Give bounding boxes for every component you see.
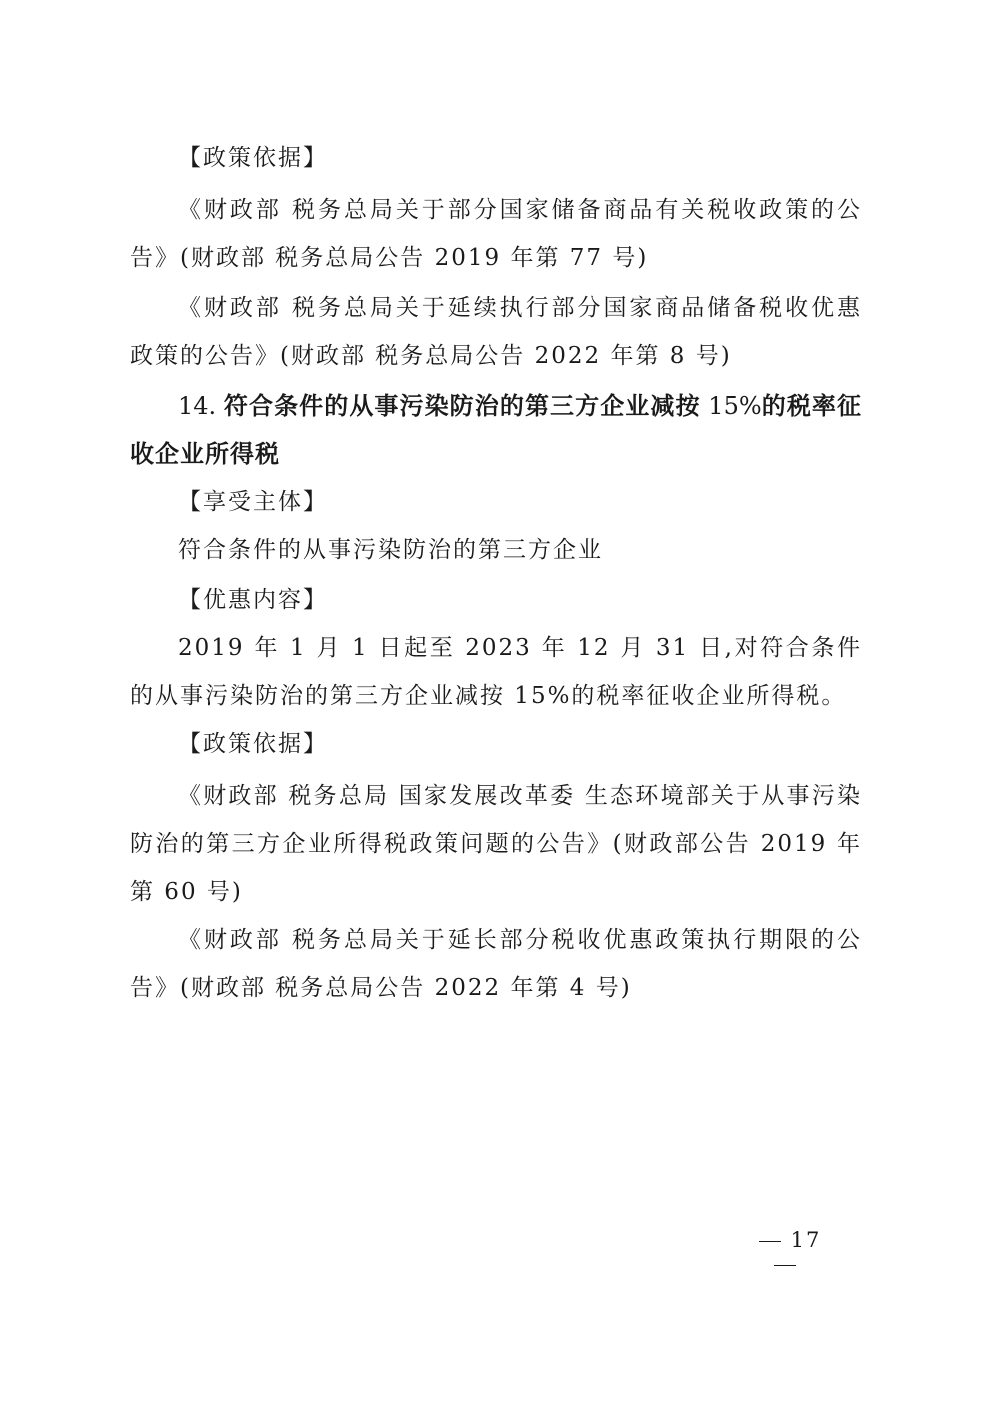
page-number-dash-left (759, 1241, 781, 1242)
eligible-subject-heading: 【享受主体】 (178, 489, 328, 515)
item-title (130, 382, 862, 478)
policy-basis-paragraph: 《财政部 税务总局关于部分国家储备商品有关税收政策的公告》(财政部 税务总局公告 2019 年第 77 号) (130, 197, 862, 271)
page-number-dash-right (774, 1265, 796, 1266)
item-title-text: 符合条件的从事污染防治的第三方企业减按 (223, 392, 701, 420)
policy-basis-heading: 【政策依据】 (178, 731, 328, 757)
policy-basis-paragraph: 《财政部 税务总局关于延续执行部分国家商品储备税收优惠政策的公告》(财政部 税务总局公告 2022 年第 8 号) (130, 295, 862, 369)
policy-basis-paragraph: 《财政部 税务总局 国家发展改革委 生态环境部关于从事污染防治的第三方企业所得税政策问题的公告》(财政部公告 2019 年第 60 号) (130, 783, 862, 905)
preference-content-heading: 【优惠内容】 (178, 587, 328, 613)
item-title-percent: 15% (708, 392, 762, 420)
eligible-subject-text: 符合条件的从事污染防治的第三方企业 (178, 537, 603, 563)
policy-basis-heading: 【政策依据】 (178, 145, 328, 171)
item-title-text-rest: 的税率征收企业所得税 (130, 392, 862, 468)
preference-content-text: 2019 年 1 月 1 日起至 2023 年 12 月 31 日,对符合条件的从事污染防治的第三方企业减按 15%的税率征收企业所得税。 (130, 635, 862, 709)
page-number (730, 1228, 840, 1276)
item-number: 14. (178, 392, 217, 420)
policy-basis-paragraph: 《财政部 税务总局关于延长部分税收优惠政策执行期限的公告》(财政部 税务总局公告 2022 年第 4 号) (130, 927, 862, 1001)
page-number-value: 17 (790, 1228, 822, 1252)
